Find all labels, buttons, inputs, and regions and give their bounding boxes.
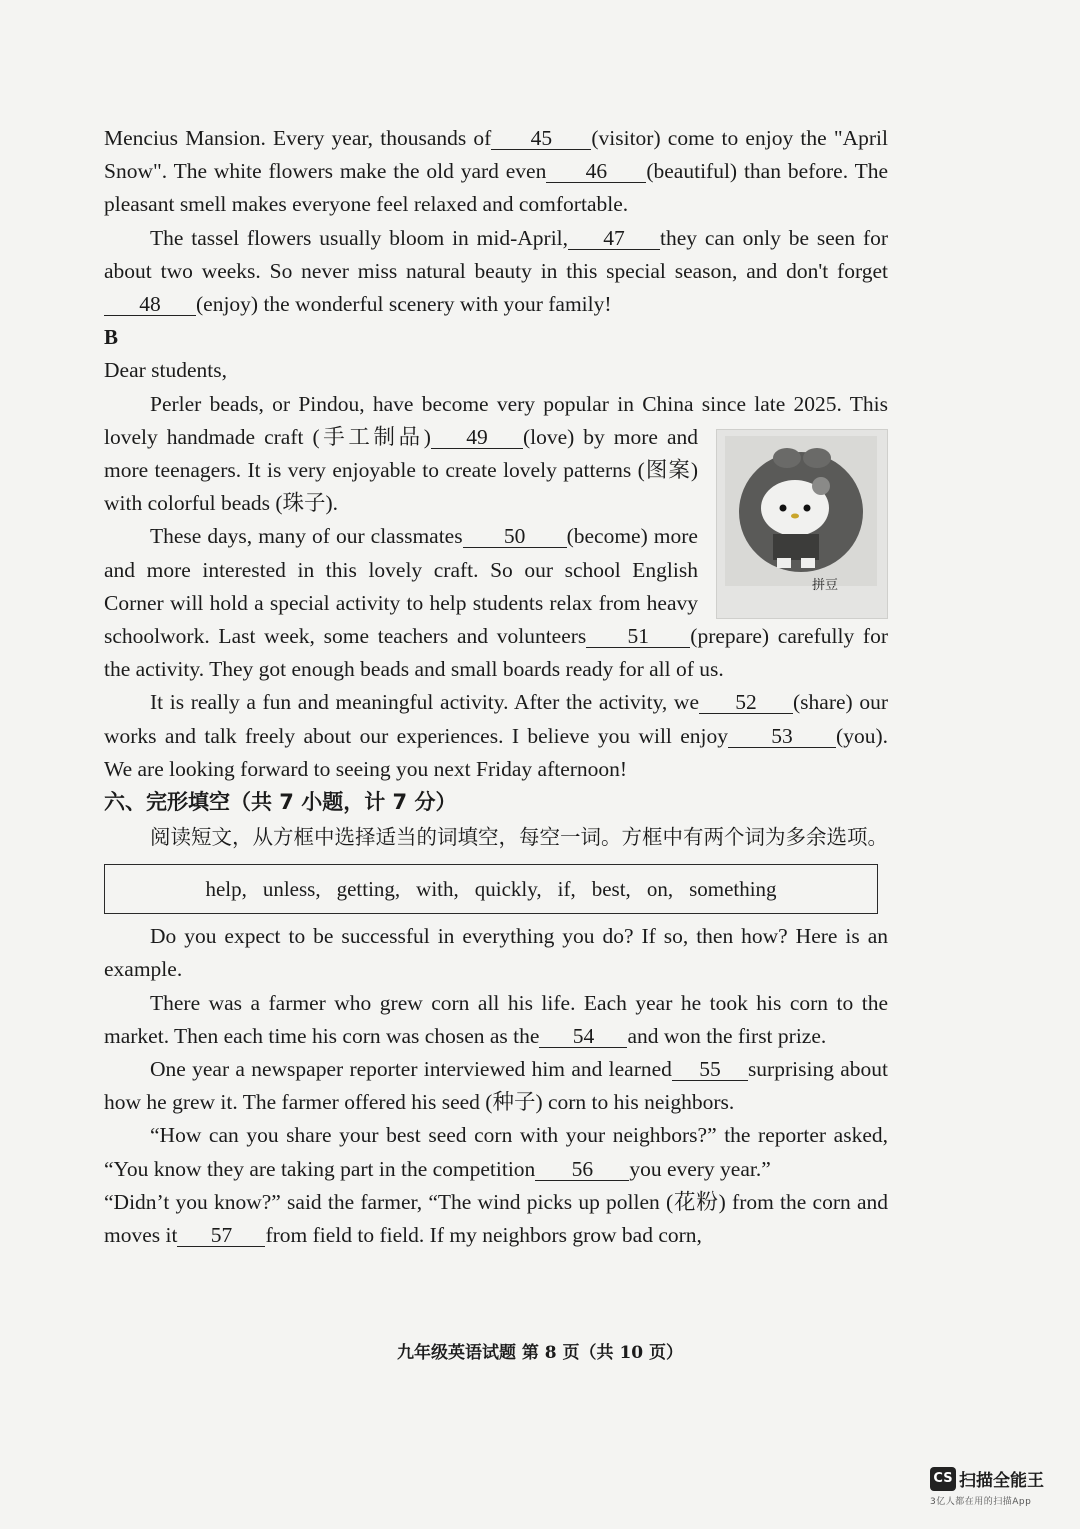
word-box	[104, 864, 878, 914]
blank-53[interactable]: 53	[728, 725, 836, 748]
text: “Didn’t you know?” said the farmer, “The wind picks up pollen (花粉) from the corn and moves it	[104, 1189, 888, 1248]
cloze-paragraph-2	[104, 987, 888, 1053]
text: surprising about how he grew it. The farmer offered his seed (种子) corn to his neighbors.	[104, 1057, 888, 1115]
word-option: with,	[416, 876, 459, 901]
section-six-instruction: 阅读短文，从方框中选择适当的词填空，每空一词。方框中有两个词为多余选项。	[150, 825, 888, 850]
text: There was a farmer who grew corn all his life. Each year he took his corn to the market. Then each time his corn was chosen as the	[104, 990, 888, 1048]
pindou-image	[716, 429, 888, 619]
blank-45[interactable]: 45	[491, 127, 591, 150]
passage-b-paragraph-3	[104, 686, 888, 786]
image-caption: 拼豆	[811, 577, 838, 593]
camscanner-logo-icon: CS	[930, 1467, 956, 1491]
section-six-heading: 六、完形填空（共 7 小题，计 7 分）	[104, 790, 457, 815]
blank-47[interactable]: 47	[568, 227, 660, 250]
hello-kitty-bead-art-icon	[725, 436, 877, 586]
text: you every year.”	[629, 1156, 771, 1181]
text: from field to field. If my neighbors grow bad corn,	[265, 1223, 702, 1248]
word-option: help,	[205, 876, 247, 901]
blank-46[interactable]: 46	[546, 160, 646, 183]
blank-49[interactable]: 49	[431, 426, 523, 449]
blank-50[interactable]: 50	[463, 525, 567, 548]
text: “How can you share your best seed corn with your neighbors?” the reporter asked, “You know they are taking part in the competition	[104, 1123, 888, 1181]
blank-57[interactable]: 57	[177, 1224, 265, 1247]
text: (beautiful) than before. The pleasant smell makes everyone feel relaxed and comfortable.	[104, 159, 888, 217]
text: (become) more and more interested in this lovely craft. So our school English Corner will hold a special activity to help students relax from heavy schoolwork. Last week, some teachers and volunteers	[104, 524, 698, 649]
exam-page	[104, 122, 888, 1252]
blank-51[interactable]: 51	[586, 625, 690, 648]
text: The tassel flowers usually bloom in mid-April,	[150, 225, 569, 250]
text: It is really a fun and meaningful activity. After the activity, we	[150, 690, 700, 715]
blank-55[interactable]: 55	[672, 1058, 748, 1081]
blank-56[interactable]: 56	[535, 1158, 629, 1181]
scanner-watermark	[930, 1466, 1070, 1507]
section-b-title: B	[104, 325, 119, 350]
page-footer: 九年级英语试题 第 8 页（共 10 页）	[396, 1343, 684, 1363]
text: Mencius Mansion. Every year, thousands of	[104, 126, 492, 150]
cloze-paragraph-5	[104, 1186, 888, 1252]
cloze-paragraph-4	[104, 1119, 888, 1185]
blank-54[interactable]: 54	[539, 1025, 627, 1048]
text: Perler beads, or Pindou, have become very popular in China since late 2025. This lovely handmade craft (手工制品)	[104, 391, 888, 449]
text: (love) by more and more teenagers. It is very enjoyable to create lovely patterns (图案) with colorful beads (珠子).	[104, 424, 698, 516]
blank-52[interactable]: 52	[699, 691, 793, 714]
blank-48[interactable]: 48	[104, 293, 196, 316]
text: (visitor) come to enjoy the "April Snow". The white flowers make the old yard even	[104, 126, 888, 184]
text: One year a newspaper reporter interviewed him and learned	[150, 1057, 672, 1082]
cloze-paragraph-3	[104, 1053, 888, 1119]
word-option: quickly,	[474, 876, 542, 901]
text: These days, many of our classmates	[150, 524, 463, 549]
word-option: getting,	[336, 876, 401, 901]
watermark-name: 扫描全能王	[959, 1471, 1044, 1491]
watermark-tagline: 3亿人都在用的扫描App	[930, 1497, 1032, 1507]
greeting: Dear students,	[104, 358, 227, 383]
word-option: if,	[557, 876, 576, 901]
text: (enjoy) the wonderful scenery with your family!	[196, 292, 612, 317]
text: and won the first prize.	[627, 1023, 827, 1048]
word-option: on,	[646, 876, 674, 901]
text: (prepare) carefully for the activity. They got enough beads and small boards ready for all of us.	[104, 624, 889, 682]
passage-a-paragraph-2	[104, 222, 888, 322]
word-option: something	[689, 876, 777, 901]
cloze-paragraph-1: Do you expect to be successful in everything you do? If so, then how? Here is an example.	[104, 924, 888, 982]
word-option: unless,	[262, 876, 321, 901]
text: they can only be seen for about two weeks. So never miss natural beauty in this special season, and don't forget	[104, 225, 889, 283]
text: (share) our works and talk freely about our experiences. I believe you will enjoy	[104, 690, 888, 748]
passage-a-paragraph-1	[104, 122, 888, 222]
word-option: best,	[591, 876, 631, 901]
text: (you). We are looking forward to seeing you next Friday afternoon!	[104, 723, 888, 781]
